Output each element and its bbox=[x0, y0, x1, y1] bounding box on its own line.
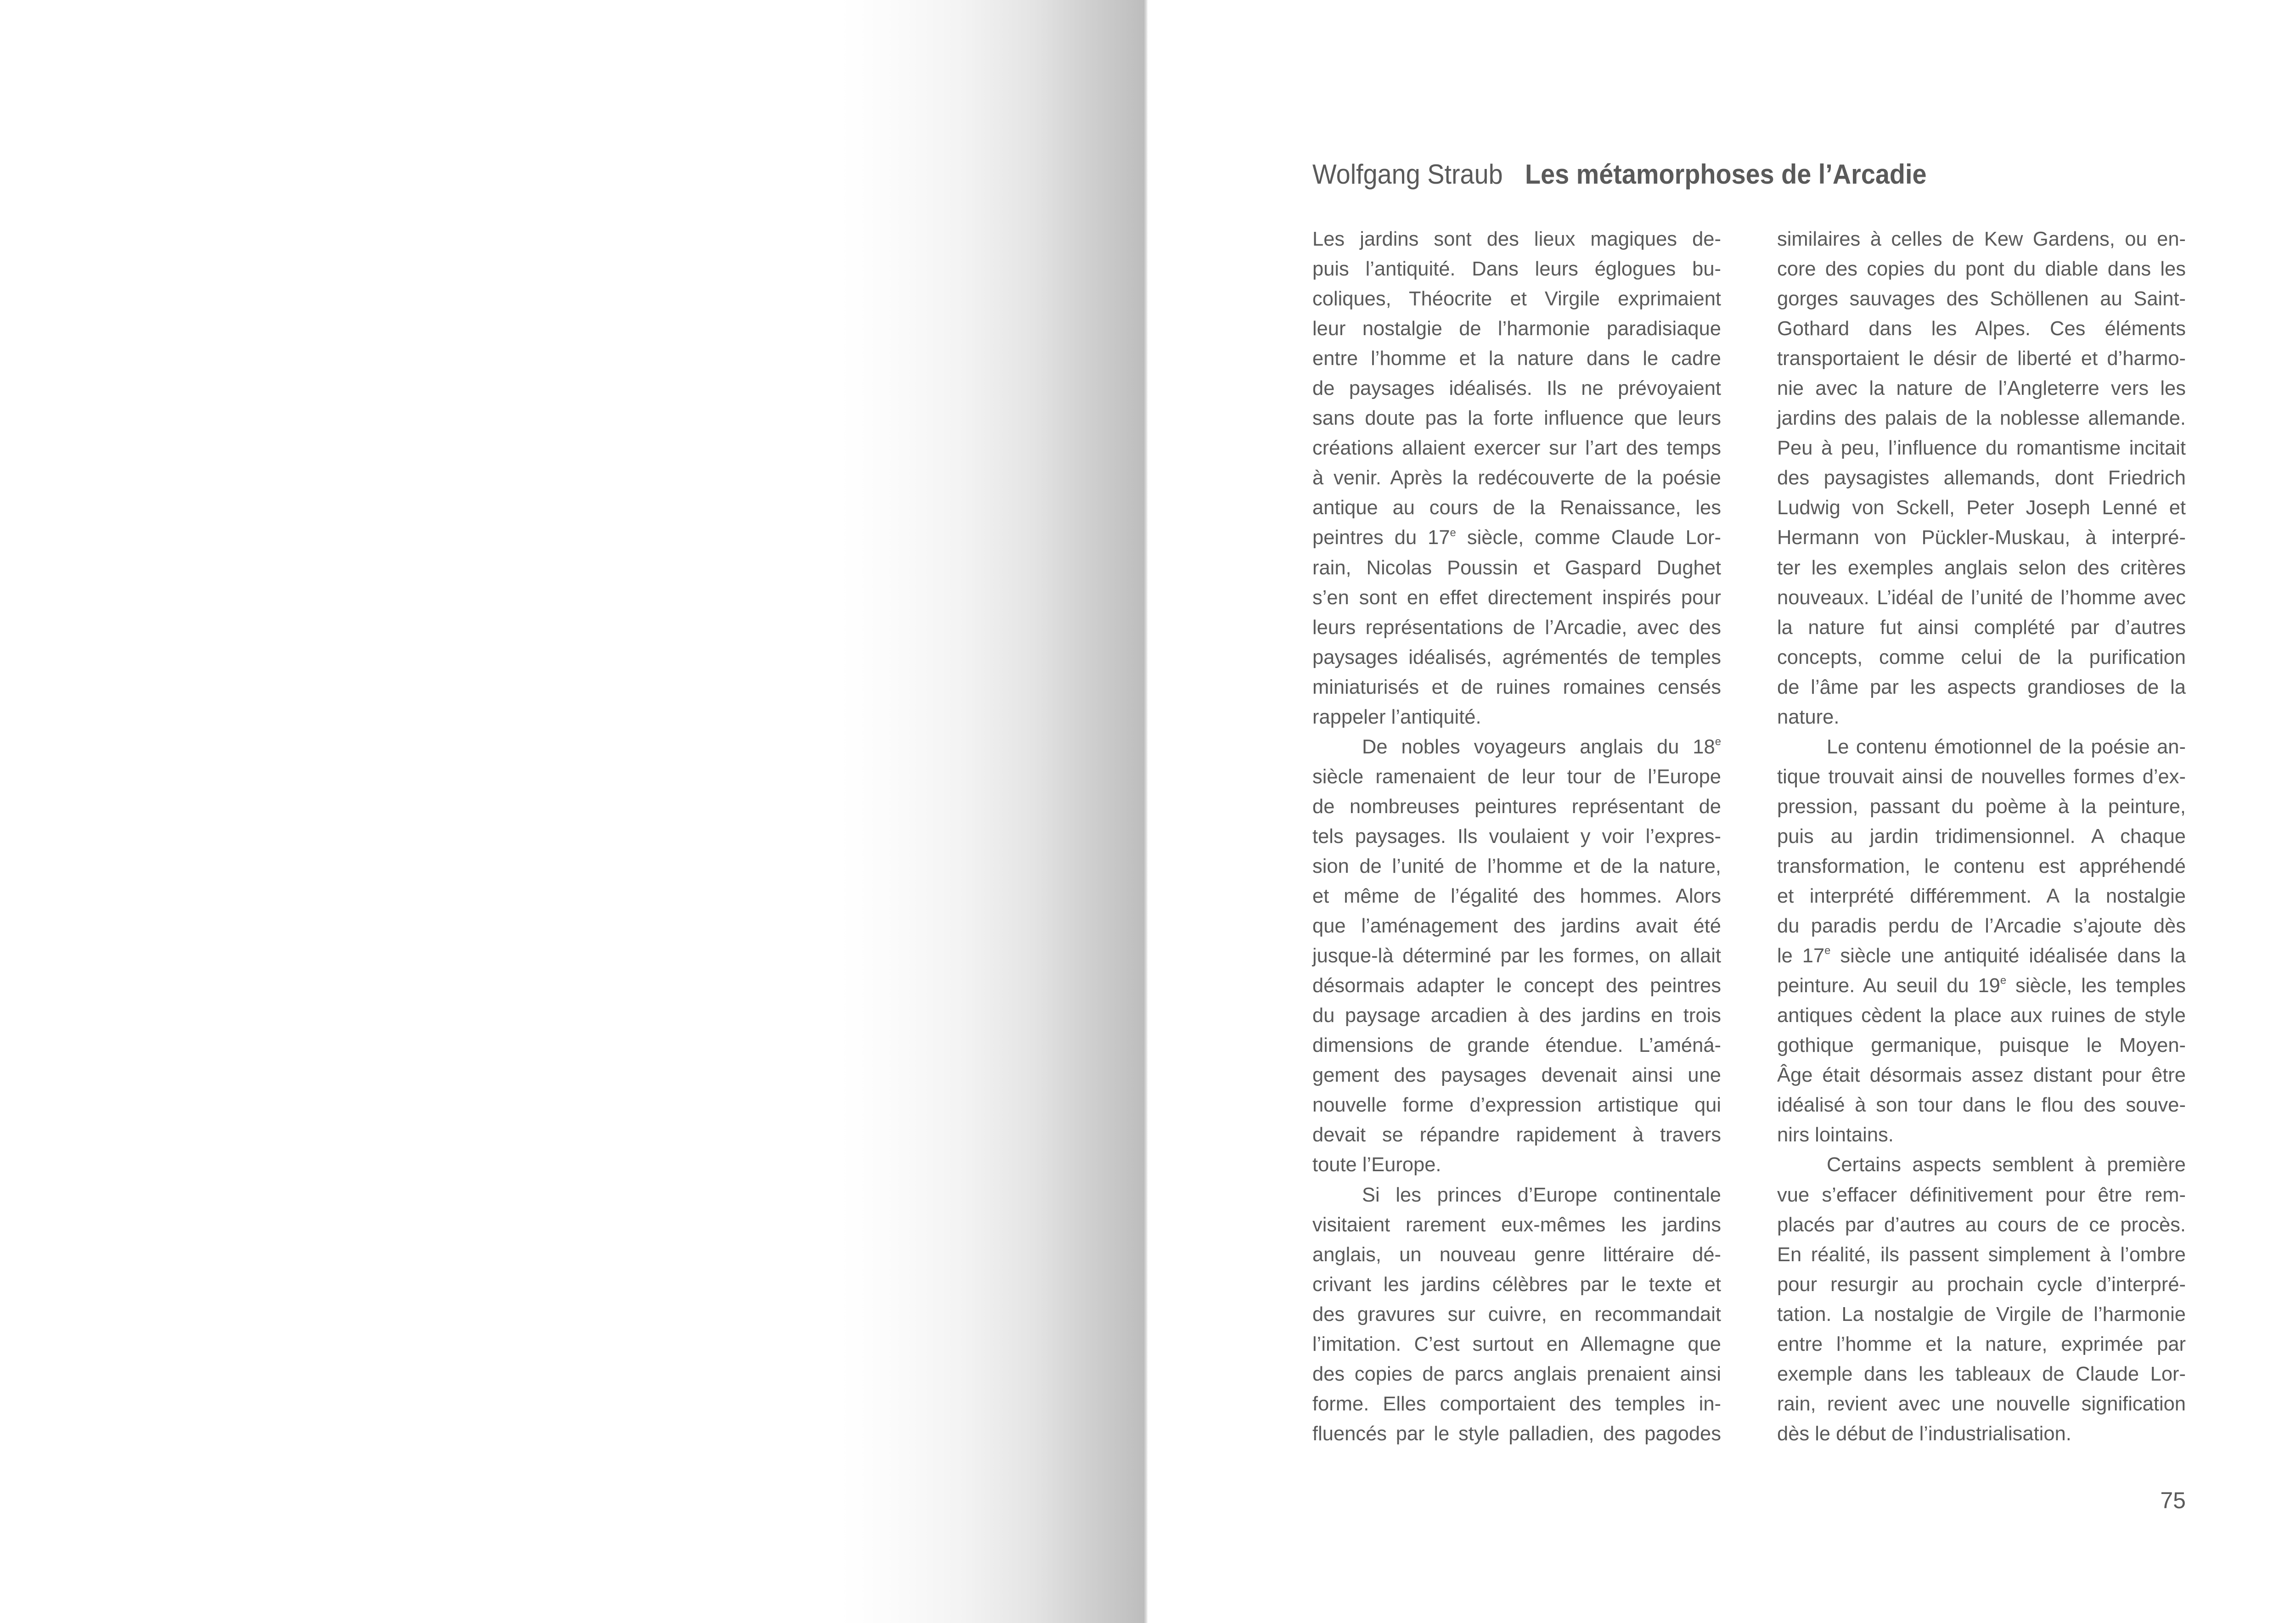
text-line: créations allaient exercer sur l’art des temps bbox=[1312, 437, 1721, 460]
text-line: puis au jardin tridimensionnel. A chaque bbox=[1777, 825, 2186, 848]
text-line: De nobles voyageurs anglais du 18e bbox=[1362, 735, 1721, 758]
paragraph bbox=[1777, 225, 2186, 732]
ordinal-superscript: e bbox=[2000, 974, 2007, 987]
text-line: du paysage arcadien à des jardins en trois bbox=[1312, 1005, 1721, 1027]
text-line: Certains aspects semblent à première bbox=[1827, 1154, 2186, 1176]
text-line: jusque-là déterminé par les formes, on allait bbox=[1312, 945, 1721, 967]
article-title: Les métamorphoses de l’Arcadie bbox=[1525, 159, 1927, 190]
text-line: le 17e siècle une antiquité idéalisée dans la bbox=[1777, 944, 2186, 967]
text-line: paysages idéalisés, agrémentés de temples bbox=[1312, 646, 1721, 668]
text-line: En réalité, ils passent simplement à l’ombre bbox=[1777, 1243, 2186, 1266]
text-line: transportaient le désir de liberté et d’harmo- bbox=[1777, 348, 2186, 370]
text-line: nature. bbox=[1777, 706, 1840, 728]
paragraph bbox=[1312, 732, 1721, 1180]
text-line: toute l’Europe. bbox=[1312, 1154, 1441, 1176]
text-line: pression, passant du poème à la peinture, bbox=[1777, 795, 2186, 818]
text-line: Ludwig von Sckell, Peter Joseph Lenné et bbox=[1777, 497, 2186, 519]
text-line: tique trouvait ainsi de nouvelles formes d’ex- bbox=[1777, 765, 2186, 788]
text-line: entre l’homme et la nature dans le cadre bbox=[1312, 348, 1721, 370]
page-number: 75 bbox=[2160, 1488, 2186, 1513]
text-line: entre l’homme et la nature, exprimée par bbox=[1777, 1333, 2186, 1355]
text-line: gorges sauvages des Schöllenen au Saint- bbox=[1777, 288, 2186, 310]
text-line: visitaient rarement eux-mêmes les jardins bbox=[1312, 1213, 1721, 1236]
text-line: dimensions de grande étendue. L’améná- bbox=[1312, 1034, 1721, 1057]
paragraph bbox=[1777, 732, 2186, 1151]
text-line: dès le début de l’industrialisation. bbox=[1777, 1422, 2071, 1445]
text-line: coliques, Théocrite et Virgile exprimaient bbox=[1312, 288, 1721, 310]
text-line: miniaturisés et de ruines romaines censés bbox=[1312, 676, 1721, 698]
ordinal-superscript: e bbox=[1824, 944, 1831, 957]
text-line: pour resurgir au prochain cycle d’interpré- bbox=[1777, 1273, 2186, 1296]
text-line: gothique germanique, puisque le Moyen- bbox=[1777, 1034, 2186, 1057]
article-author: Wolfgang Straub bbox=[1312, 159, 1503, 190]
text-line: ter les exemples anglais selon des critères bbox=[1777, 556, 2186, 579]
text-line: rain, revient avec une nouvelle signification bbox=[1777, 1393, 2186, 1415]
text-line: idéalisé à son tour dans le flou des souve- bbox=[1777, 1094, 2186, 1117]
text-line: anglais, un nouveau genre littéraire dé- bbox=[1312, 1243, 1721, 1266]
text-line: vue s’effacer définitivement pour être rem- bbox=[1777, 1184, 2186, 1206]
text-line: rappeler l’antiquité. bbox=[1312, 706, 1481, 728]
text-line: Le contenu émotionnel de la poésie an- bbox=[1827, 736, 2186, 758]
text-line: antiques cèdent la place aux ruines de style bbox=[1777, 1005, 2186, 1027]
text-line: des gravures sur cuivre, en recommandait bbox=[1312, 1303, 1721, 1325]
paragraph bbox=[1312, 1180, 1721, 1449]
text-line: du paradis perdu de l’Arcadie s’ajoute dès bbox=[1777, 915, 2186, 938]
text-line: s’en sont en effet directement inspirés pour bbox=[1312, 586, 1721, 609]
text-line: Les jardins sont des lieux magiques de- bbox=[1312, 228, 1721, 250]
text-line: gement des paysages devenait ainsi une bbox=[1312, 1064, 1721, 1087]
ordinal-superscript: e bbox=[1715, 735, 1721, 748]
text-line: à venir. Après la redécouverte de la poésie bbox=[1312, 467, 1721, 489]
text-line: peinture. Au seuil du 19e siècle, les temples bbox=[1777, 974, 2186, 997]
text-line: nouvelle forme d’expression artistique qui bbox=[1312, 1094, 1721, 1117]
text-line: placés par d’autres au cours de ce procès. bbox=[1777, 1213, 2186, 1236]
text-column-right bbox=[1777, 225, 2186, 1449]
text-line: tels paysages. Ils voulaient y voir l’expres- bbox=[1312, 825, 1721, 848]
text-line: de l’âme par les aspects grandioses de la bbox=[1777, 676, 2186, 698]
text-line: forme. Elles comportaient des temples in- bbox=[1312, 1393, 1721, 1415]
text-line: sans doute pas la forte influence que leurs bbox=[1312, 407, 1721, 430]
text-line: transformation, le contenu est appréhendé bbox=[1777, 855, 2186, 877]
text-line: leur nostalgie de l’harmonie paradisiaque bbox=[1312, 318, 1721, 340]
text-line: Si les princes d’Europe continentale bbox=[1362, 1184, 1721, 1206]
text-line: jardins des palais de la noblesse allemande. bbox=[1777, 407, 2186, 430]
text-line: nie avec la nature de l’Angleterre vers les bbox=[1777, 377, 2186, 400]
text-line: de nombreuses peintures représentant de bbox=[1312, 795, 1721, 818]
text-line: crivant les jardins célèbres par le texte et bbox=[1312, 1273, 1721, 1296]
text-line: exemple dans les tableaux de Claude Lor- bbox=[1777, 1363, 2186, 1385]
text-line: nirs lointains. bbox=[1777, 1124, 1894, 1146]
text-line: core des copies du pont du diable dans les bbox=[1777, 258, 2186, 281]
text-line: devait se répandre rapidement à travers bbox=[1312, 1124, 1721, 1146]
text-line: que l’aménagement des jardins avait été bbox=[1312, 915, 1721, 938]
running-head bbox=[1312, 156, 1927, 193]
text-line: et interprété différemment. A la nostalgie bbox=[1777, 885, 2186, 908]
text-line: concepts, comme celui de la purification bbox=[1777, 646, 2186, 668]
paragraph bbox=[1777, 1150, 2186, 1449]
text-line: fluencés par le style palladien, des pagodes bbox=[1312, 1422, 1721, 1445]
left-page-blank bbox=[0, 0, 1147, 1623]
text-line: antique au cours de la Renaissance, les bbox=[1312, 497, 1721, 519]
text-line: leurs représentations de l’Arcadie, avec des bbox=[1312, 616, 1721, 639]
text-column-left bbox=[1312, 225, 1721, 1449]
text-line: de paysages idéalisés. Ils ne prévoyaient bbox=[1312, 377, 1721, 400]
text-line: rain, Nicolas Poussin et Gaspard Dughet bbox=[1312, 556, 1721, 579]
ordinal-superscript: e bbox=[1450, 526, 1456, 539]
text-line: des paysagistes allemands, dont Friedrich bbox=[1777, 467, 2186, 489]
text-line: Hermann von Pückler-Muskau, à interpré- bbox=[1777, 527, 2186, 549]
text-line: sion de l’unité de l’homme et de la nature, bbox=[1312, 855, 1721, 877]
text-line: la nature fut ainsi complété par d’autres bbox=[1777, 616, 2186, 639]
text-line: et même de l’égalité des hommes. Alors bbox=[1312, 885, 1721, 908]
text-line: nouveaux. L’idéal de l’unité de l’homme avec bbox=[1777, 586, 2186, 609]
text-line: des copies de parcs anglais prenaient ainsi bbox=[1312, 1363, 1721, 1385]
text-line: siècle ramenaient de leur tour de l’Europe bbox=[1312, 765, 1721, 788]
text-line: désormais adapter le concept des peintres bbox=[1312, 975, 1721, 997]
text-line: Peu à peu, l’influence du romantisme incitait bbox=[1777, 437, 2186, 460]
text-line: l’imitation. C’est surtout en Allemagne que bbox=[1312, 1333, 1721, 1355]
text-line: tation. La nostalgie de Virgile de l’harmonie bbox=[1777, 1303, 2186, 1325]
text-line: puis l’antiquité. Dans leurs églogues bu- bbox=[1312, 258, 1721, 281]
book-spine-gutter bbox=[1143, 0, 1148, 1623]
text-line: peintres du 17e siècle, comme Claude Lor- bbox=[1312, 526, 1721, 549]
paragraph bbox=[1312, 225, 1721, 732]
text-line: similaires à celles de Kew Gardens, ou en- bbox=[1777, 228, 2186, 250]
text-line: Gothard dans les Alpes. Ces éléments bbox=[1777, 318, 2186, 340]
text-line: Âge était désormais assez distant pour être bbox=[1777, 1064, 2186, 1087]
